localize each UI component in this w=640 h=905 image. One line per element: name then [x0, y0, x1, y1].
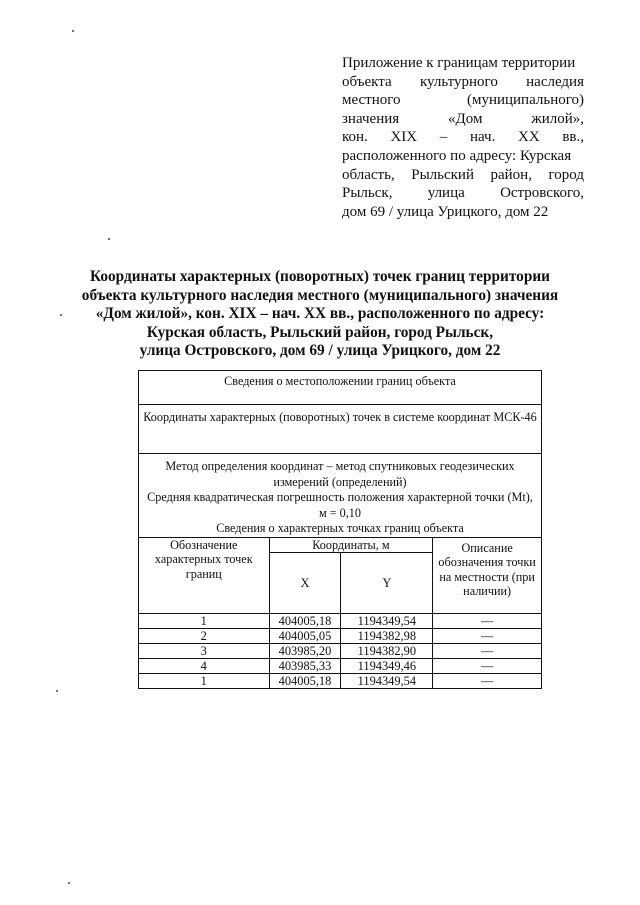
cell-x: 403985,33	[269, 659, 341, 674]
points-info-text: Сведения о характерных точках границ объекта	[216, 521, 464, 535]
coordinates-table	[138, 370, 542, 689]
appendix-note-word: жилой»,	[531, 110, 584, 127]
appendix-note-word: улица	[427, 185, 465, 202]
appendix-note-line	[342, 91, 584, 110]
header-y: Y	[341, 553, 433, 614]
accuracy-text: Средняя квадратическая погрешность положения характерной точки (Mt), м = 0,10	[147, 490, 533, 520]
appendix-note-word: (муниципального)	[466, 92, 584, 109]
scan-speck	[108, 238, 110, 240]
cell-description: —	[433, 629, 542, 644]
appendix-note-line	[342, 54, 584, 73]
cell-x: 403985,20	[269, 644, 341, 659]
cell-y: 1194382,98	[341, 629, 433, 644]
appendix-note-line	[342, 128, 584, 147]
cell-y: 1194349,54	[341, 674, 433, 689]
header-coordinates: Координаты, м	[269, 537, 433, 553]
appendix-note-word: культурного	[419, 73, 498, 90]
table-row	[139, 659, 542, 674]
caption-method	[139, 454, 542, 538]
header-x: X	[269, 553, 341, 614]
appendix-note-word: кон.	[342, 129, 368, 146]
appendix-note-line	[342, 110, 584, 129]
appendix-note-word: местного	[342, 92, 401, 109]
title-line: «Дом жилой», кон. XIX – нач. XX вв., расположенного по адресу:	[95, 305, 545, 322]
appendix-note-line	[342, 184, 584, 203]
appendix-note-word: XIX	[390, 129, 418, 146]
appendix-note-word: город	[548, 166, 584, 183]
cell-y: 1194349,54	[341, 614, 433, 629]
appendix-note-word: дом 69 / улица Урицкого, дом 22	[342, 203, 549, 220]
cell-description: —	[433, 614, 542, 629]
appendix-note-word: район,	[490, 166, 532, 183]
table-row	[139, 644, 542, 659]
appendix-note-word: область,	[342, 166, 395, 183]
appendix-note-word: нач.	[469, 129, 496, 146]
cell-point: 3	[139, 644, 270, 659]
table-row	[139, 614, 542, 629]
title-line: объекта культурного наследия местного (муниципального) значения	[81, 286, 559, 304]
caption-location: Сведения о местоположении границ объекта	[139, 371, 542, 405]
appendix-note-line	[342, 166, 584, 185]
header-designation: Обозначение характерных точек границ	[139, 537, 270, 614]
appendix-note-word: –	[439, 129, 448, 146]
appendix-note-word: Рыльский	[411, 166, 474, 183]
appendix-note-word: наследия	[526, 73, 584, 90]
caption-row-system	[139, 405, 542, 454]
cell-x: 404005,18	[269, 614, 341, 629]
appendix-note-word: значения	[342, 110, 400, 127]
scan-speck	[68, 882, 70, 884]
cell-y: 1194349,46	[341, 659, 433, 674]
cell-x: 404005,05	[269, 629, 341, 644]
appendix-note-word: вв.,	[562, 129, 584, 146]
table-row	[139, 674, 542, 689]
scan-speck	[72, 30, 74, 32]
appendix-note-line	[342, 203, 584, 222]
appendix-note	[342, 54, 584, 221]
cell-point: 1	[139, 614, 270, 629]
appendix-note-word: Рыльск,	[342, 185, 393, 202]
document-title	[60, 268, 580, 361]
cell-point: 1	[139, 674, 270, 689]
cell-y: 1194382,90	[341, 644, 433, 659]
appendix-note-line	[342, 147, 584, 166]
cell-x: 404005,18	[269, 674, 341, 689]
title-line: Курская область, Рыльский район, город Рыльск,	[146, 323, 494, 341]
appendix-note-word: объекта	[342, 73, 392, 90]
cell-description: —	[433, 674, 542, 689]
caption-coordinate-system: Координаты характерных (поворотных) точек в системе координат МСК-46	[139, 405, 542, 454]
cell-description: —	[433, 659, 542, 674]
appendix-note-word: Островского,	[500, 185, 584, 202]
caption-row-location	[139, 371, 542, 405]
method-text: Метод определения координат – метод спутниковых геодезических измерений (определений)	[165, 459, 515, 489]
cell-point: 2	[139, 629, 270, 644]
appendix-note-word: Приложение к границам территории	[342, 55, 576, 71]
header-row	[139, 537, 542, 553]
appendix-note-word: «Дом	[448, 110, 483, 127]
appendix-note-line	[342, 73, 584, 92]
title-line: Координаты характерных (поворотных) точек границ территории	[90, 268, 550, 285]
title-line: улица Островского, дом 69 / улица Урицкого, дом 22	[139, 342, 501, 359]
caption-row-method	[139, 454, 542, 538]
scan-speck	[56, 690, 58, 692]
cell-description: —	[433, 644, 542, 659]
appendix-note-word: XX	[518, 129, 540, 146]
table-row	[139, 629, 542, 644]
appendix-note-word: расположенного по адресу: Курская	[342, 147, 572, 164]
header-description: Описание обозначения точки на местности (при наличии)	[433, 537, 542, 614]
scan-speck	[60, 314, 62, 316]
cell-point: 4	[139, 659, 270, 674]
